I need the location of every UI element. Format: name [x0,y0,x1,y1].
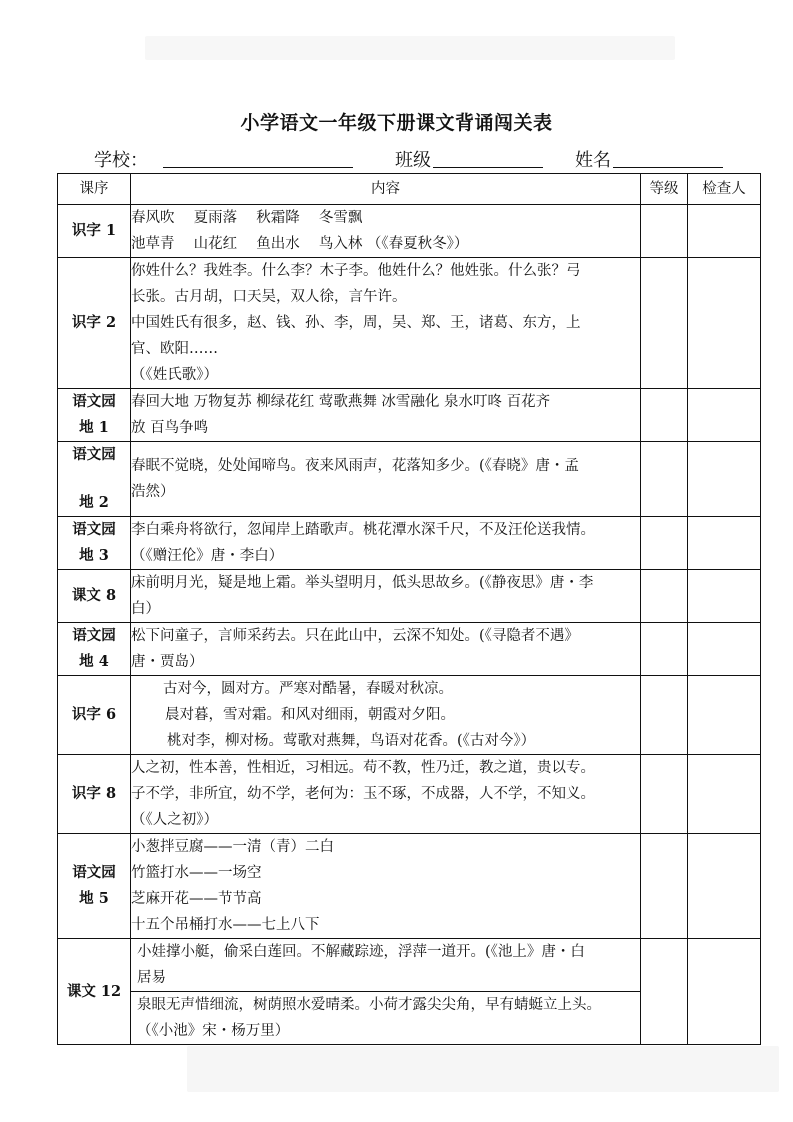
lesson-cell [58,517,131,570]
lesson-cell [58,755,131,834]
content-line: （《姓氏歌》） [131,367,218,383]
student-info-row [0,146,793,170]
content-cell [131,755,641,834]
table-row [58,442,761,517]
lesson-label: 语文园 [72,864,116,881]
grade-cell[interactable] [641,755,688,834]
lesson-label: 地 5 [79,890,109,907]
checker-cell[interactable] [688,442,761,517]
class-fill-line[interactable] [433,167,543,168]
content-line: 浩然） [131,484,175,500]
lesson-label: 地 4 [79,653,109,670]
grade-cell[interactable] [641,442,688,517]
content-cell [131,389,641,442]
faded-footer-strip [187,1046,779,1092]
checker-cell[interactable] [688,676,761,755]
content-line: 桃对李，柳对杨。莺歌对燕舞，鸟语对花香。(《古对今》） [167,733,536,749]
checker-cell[interactable] [688,517,761,570]
col-header-checker: 检查人 [688,174,761,205]
content-line: 人之初，性本善，性相近，习相远。苟不教，性乃迁，教之道，贵以专。 [131,760,595,776]
content-cell [131,258,641,389]
content-line: （《赠汪伦》唐・李白） [131,548,284,564]
table-row [58,623,761,676]
lesson-cell [58,389,131,442]
page-title: 小学语文一年级下册课文背诵闯关表 [240,112,553,134]
grade-cell[interactable] [641,570,688,623]
content-line: 十五个吊桶打水——七上八下 [131,917,320,933]
content-line: 泉眼无声惜细流，树荫照水爱晴柔。小荷才露尖尖角，早有蜻蜓立上头。 [137,997,601,1013]
checker-cell[interactable] [688,939,761,1045]
content-line: 唐・贾岛） [131,654,204,670]
checker-cell[interactable] [688,623,761,676]
content-line: （《小池》宋・杨万里） [137,1023,290,1039]
content-cell [131,205,641,258]
grade-cell[interactable] [641,517,688,570]
table-row [58,755,761,834]
content-line: 床前明月光，疑是地上霜。举头望明月，低头思故乡。(《静夜思》唐・李 [131,575,594,591]
content-line: 中国姓氏有很多，赵、钱、孙、李，周，吴、郑、王，诸葛、东方，上 [131,315,581,331]
col-header-content: 内容 [131,174,641,205]
content-cell [131,517,641,570]
lesson-label: 语文园 [72,393,116,410]
content-line: 池草青 山花红 鱼出水 鸟入林 （《春夏秋冬》） [131,236,469,252]
checker-cell[interactable] [688,834,761,939]
table-row [58,939,761,1045]
content-line: （《人之初》） [131,812,218,828]
col-header-grade: 等级 [641,174,688,205]
col-header-lesson: 课序 [58,174,131,205]
content-line: 晨对暮，雪对霜。和风对细雨，朝霞对夕阳。 [165,707,455,723]
lesson-label: 课文 12 [66,982,122,1000]
lesson-label: 地 1 [79,419,109,436]
content-line: 竹篮打水——一场空 [131,865,262,881]
content-line: 春回大地 万物复苏 柳绿花红 莺歌燕舞 冰雪融化 泉水叮咚 百花齐 [131,394,551,410]
grade-cell[interactable] [641,205,688,258]
content-line: 李白乘舟将欲行，忽闻岸上踏歌声。桃花潭水深千尺，不及汪伦送我情。 [131,522,595,538]
content-line: 芝麻开花——节节高 [131,891,262,907]
content-cell [131,939,641,1045]
recitation-table [57,173,761,1045]
lesson-label: 识字 8 [71,785,117,802]
poem-block [131,991,640,1044]
table-row [58,834,761,939]
content-line: 松下问童子，言师采药去。只在此山中，云深不知处。(《寻隐者不遇》 [131,628,579,644]
content-line: 子不学，非所宜，幼不学，老何为：玉不琢，不成器，人不学，不知义。 [131,786,595,802]
content-line: 放 百鸟争鸣 [131,420,209,436]
content-cell [131,623,641,676]
lesson-cell [58,442,131,517]
lesson-cell [58,258,131,389]
content-line: 春风吹 夏雨落 秋霜降 冬雪飘 [131,210,363,226]
checker-cell[interactable] [688,570,761,623]
table-row [58,205,761,258]
table-row [58,570,761,623]
content-cell [131,570,641,623]
lesson-cell [58,205,131,258]
content-line: 春眠不觉晓，处处闻啼鸟。夜来风雨声，花落知多少。(《春晓》唐・孟 [131,458,579,474]
checker-cell[interactable] [688,389,761,442]
lesson-label: 识字 6 [71,706,117,723]
lesson-label: 语文园 [72,521,116,538]
lesson-label: 课文 8 [71,587,117,604]
lesson-cell [58,676,131,755]
lesson-label: 识字 2 [71,314,117,331]
lesson-cell [58,623,131,676]
content-line: 古对今，圆对方。严寒对酷暑，春暖对秋凉。 [163,681,453,697]
content-line: 小葱拌豆腐——一清（青）二白 [131,839,334,855]
checker-cell[interactable] [688,205,761,258]
lesson-label: 识字 1 [71,222,117,239]
poem-block [131,939,640,991]
school-label: 学校： [94,150,148,171]
table-row [58,676,761,755]
content-line: 长张。古月胡，口天吴，双人徐，言午许。 [131,289,407,305]
grade-cell[interactable] [641,676,688,755]
content-line: 官、欧阳…… [131,341,218,357]
content-line: 居易 [137,970,166,986]
table-row [58,517,761,570]
content-cell [131,676,641,755]
class-label: 班级 [395,150,431,171]
school-fill-line[interactable] [163,167,353,168]
lesson-label: 语文园 [72,446,116,463]
lesson-label: 语文园 [72,627,116,644]
content-line: 小娃撑小艇，偷采白莲回。不解藏踪迹，浮萍一道开。(《池上》唐・白 [137,944,585,960]
lesson-label [58,468,130,490]
lesson-cell [58,939,131,1045]
lesson-cell [58,570,131,623]
table-row [58,258,761,389]
checker-cell[interactable] [688,755,761,834]
grade-cell[interactable] [641,834,688,939]
checker-cell[interactable] [688,258,761,389]
table-row [58,389,761,442]
lesson-label: 地 3 [79,547,109,564]
lesson-label: 地 2 [79,494,109,511]
lesson-cell [58,834,131,939]
content-cell [131,442,641,517]
name-fill-line[interactable] [613,167,723,168]
content-cell [131,834,641,939]
grade-cell[interactable] [641,623,688,676]
grade-cell[interactable] [641,258,688,389]
faded-header-strip [145,36,675,60]
content-line: 你姓什么？我姓李。什么李？木子李。他姓什么？他姓张。什么张？弓 [131,263,581,279]
content-line: 白） [131,601,160,617]
grade-cell[interactable] [641,939,688,1045]
header-row [58,174,761,205]
grade-cell[interactable] [641,389,688,442]
name-label: 姓名 [575,150,611,171]
